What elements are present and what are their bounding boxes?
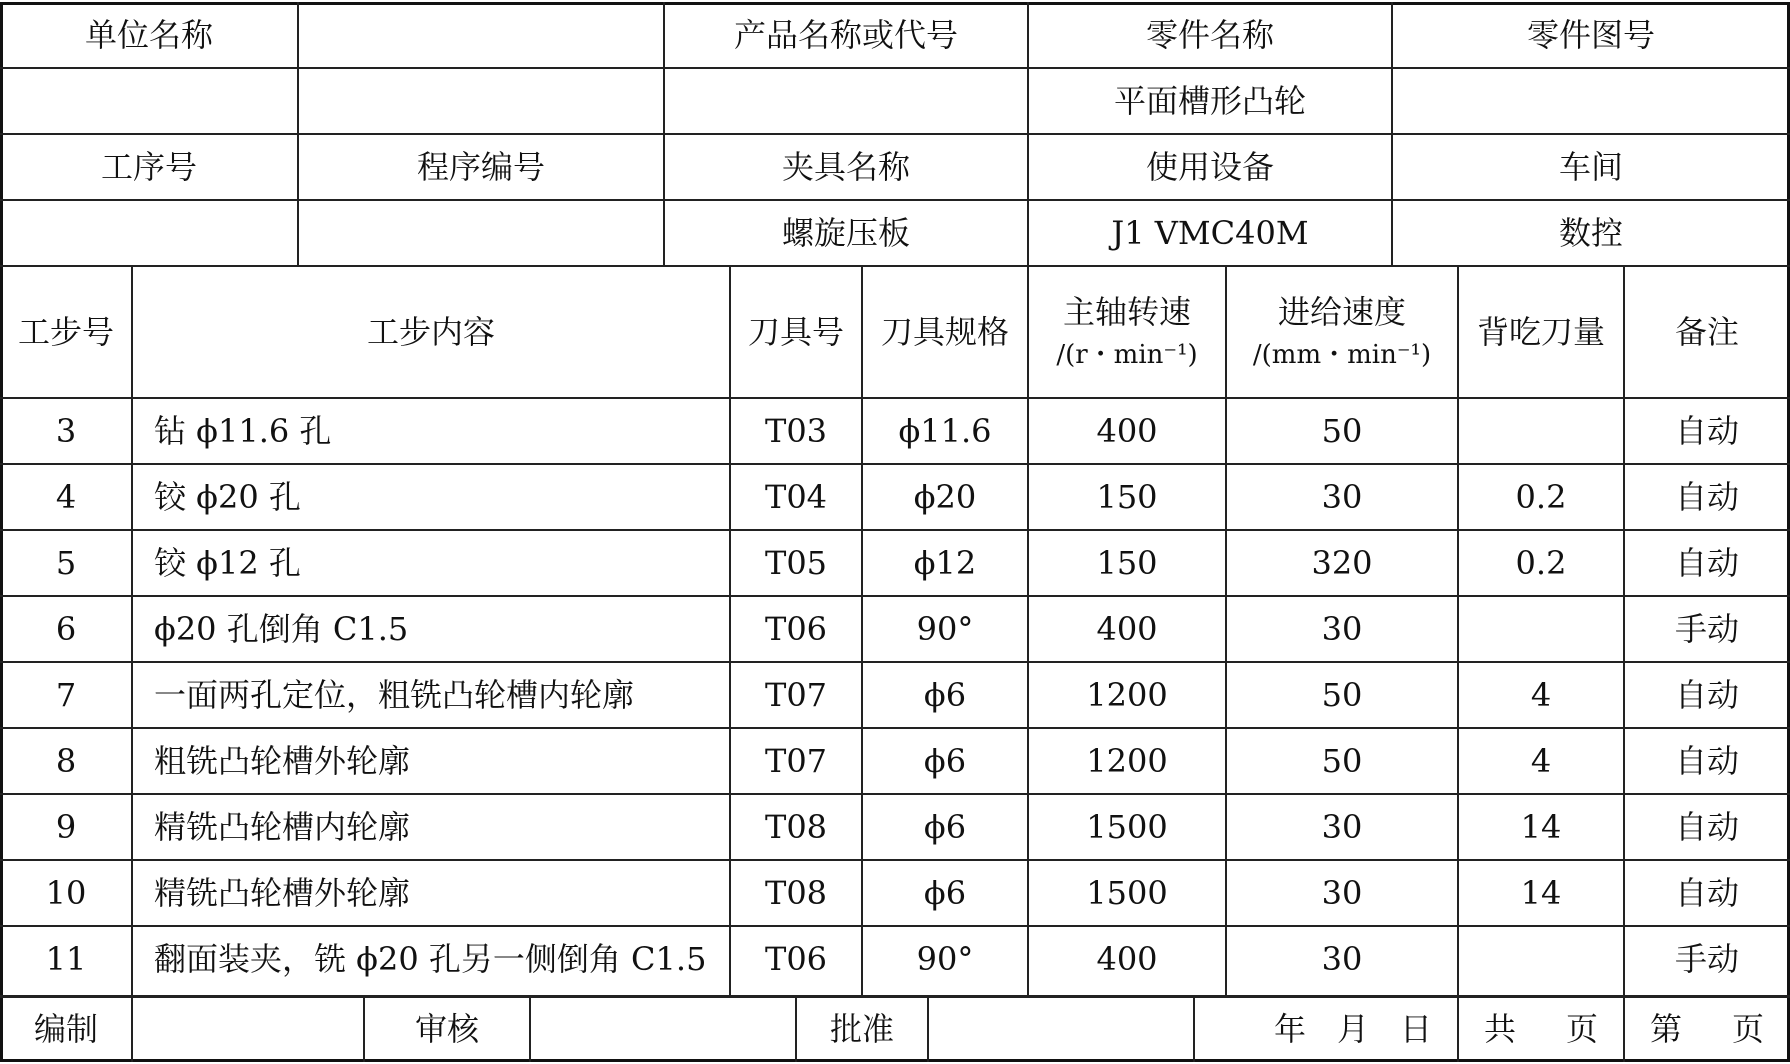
cell-tool-spec: ϕ6 (923, 675, 967, 714)
col-tool-spec: 刀具规格 (880, 312, 1009, 351)
grid-line (0, 133, 1790, 135)
workshop-value: 数控 (1558, 213, 1623, 252)
cell-depth-of-cut: 0.2 (1515, 543, 1567, 582)
cell-tool-spec: ϕ6 (923, 807, 967, 846)
grid-line (131, 266, 133, 1062)
product-code-value (664, 68, 1028, 134)
cell-step-no: 9 (55, 807, 77, 846)
cell-step-no: 8 (55, 741, 77, 780)
footer-approved-value (928, 996, 1194, 1062)
cell-tool-spec: ϕ20 (913, 477, 977, 516)
cell-step-no: 5 (55, 543, 77, 582)
unit-name-label: 单位名称 (84, 15, 213, 54)
cell-feed-rate: 320 (1311, 543, 1373, 582)
cell-feed-rate: 30 (1321, 477, 1363, 516)
cell-spindle-speed: 1200 (1086, 675, 1168, 714)
grid-line (297, 2, 299, 266)
grid-line (0, 529, 1790, 531)
cell-spindle-speed: 400 (1096, 939, 1158, 978)
grid-line (927, 996, 929, 1062)
col-content: 工步内容 (366, 312, 495, 351)
footer-page-no (1624, 996, 1790, 1062)
footer-page-label: 第 (1650, 1009, 1683, 1048)
cell-depth-of-cut: 4 (1530, 675, 1552, 714)
grid-line (663, 2, 665, 266)
grid-line (861, 266, 863, 996)
cell-tool-no: T05 (764, 543, 828, 582)
cell-tool-no: T07 (764, 675, 828, 714)
cell-depth-of-cut (1458, 398, 1624, 464)
grid-line (0, 859, 1790, 861)
cell-depth-of-cut (1458, 926, 1624, 992)
grid-line (0, 67, 1790, 69)
cell-content: 一面两孔定位，粗铣凸轮槽内轮廓 (154, 675, 635, 714)
grid-line (529, 996, 531, 1062)
grid-line (0, 925, 1790, 927)
grid-line (0, 595, 1790, 597)
grid-line (1027, 2, 1029, 266)
footer-page-suffix: 页 (1731, 1009, 1764, 1048)
cell-content: 精铣凸轮槽内轮廓 (154, 807, 411, 846)
cell-feed-rate: 50 (1321, 675, 1363, 714)
col-tool-no: 刀具号 (747, 312, 844, 351)
cell-content: 粗铣凸轮槽外轮廓 (154, 741, 411, 780)
col-depth-of-cut: 背吃刀量 (1476, 312, 1605, 351)
footer-total-label: 共 (1484, 1009, 1517, 1048)
cell-remarks: 自动 (1674, 543, 1739, 582)
operation-no-label: 工序号 (100, 147, 197, 186)
program-no-label: 程序编号 (416, 147, 545, 186)
cell-feed-rate: 30 (1321, 873, 1363, 912)
grid-line (0, 995, 1790, 998)
cell-step-no: 11 (45, 939, 87, 978)
part-drawing-no-label: 零件图号 (1526, 15, 1655, 54)
cell-tool-no: T06 (764, 939, 828, 978)
grid-line (0, 793, 1790, 795)
col-step-no: 工步号 (17, 312, 114, 351)
cell-remarks: 自动 (1674, 807, 1739, 846)
cell-remarks: 自动 (1674, 873, 1739, 912)
cell-tool-spec: ϕ12 (913, 543, 977, 582)
grid-line (1391, 2, 1393, 266)
unit-name-entry (0, 68, 298, 134)
col-spindle-speed-unit: /(r・min⁻¹) (1056, 339, 1198, 370)
part-name-value: 平面槽形凸轮 (1113, 81, 1306, 120)
cell-tool-no: T08 (764, 807, 828, 846)
cell-spindle-speed: 400 (1096, 411, 1158, 450)
cell-remarks: 手动 (1674, 939, 1739, 978)
col-feed-rate (1226, 266, 1458, 398)
cell-tool-spec: 90° (916, 609, 974, 648)
cell-feed-rate: 50 (1321, 741, 1363, 780)
cell-content: ϕ20 孔倒角 C1.5 (154, 609, 409, 648)
cell-spindle-speed: 1200 (1086, 741, 1168, 780)
equipment-label: 使用设备 (1145, 147, 1274, 186)
operation-no-value (0, 200, 298, 266)
unit-name-value (298, 2, 664, 68)
cell-content: 铰 ϕ12 孔 (154, 543, 301, 582)
cell-step-no: 4 (55, 477, 77, 516)
cell-step-no: 10 (45, 873, 87, 912)
grid-line (0, 397, 1790, 399)
footer-day: 日 (1399, 1009, 1432, 1048)
footer-month: 月 (1336, 1009, 1369, 1048)
cell-spindle-speed: 1500 (1086, 807, 1168, 846)
cell-depth-of-cut: 14 (1520, 807, 1562, 846)
col-spindle-speed-title: 主轴转速 (1062, 293, 1191, 332)
grid-line (795, 996, 797, 1062)
blank-entry (298, 68, 664, 134)
cell-remarks: 自动 (1674, 741, 1739, 780)
col-feed-rate-unit: /(mm・min⁻¹) (1252, 339, 1432, 370)
grid-line (0, 463, 1790, 465)
part-drawing-no-value (1392, 68, 1790, 134)
grid-line (0, 661, 1790, 663)
cell-spindle-speed: 400 (1096, 609, 1158, 648)
cell-tool-spec: ϕ6 (923, 873, 967, 912)
workshop-label: 车间 (1558, 147, 1623, 186)
cell-remarks: 自动 (1674, 675, 1739, 714)
footer-total-pages (1458, 996, 1624, 1062)
cell-spindle-speed: 150 (1096, 477, 1158, 516)
col-remarks: 备注 (1674, 312, 1739, 351)
program-no-value (298, 200, 664, 266)
cell-feed-rate: 30 (1321, 939, 1363, 978)
grid-line (0, 199, 1790, 201)
grid-line (1225, 266, 1227, 996)
cell-step-no: 7 (55, 675, 77, 714)
cell-remarks: 自动 (1674, 411, 1739, 450)
grid-line (1193, 996, 1195, 1062)
footer-reviewed-label: 审核 (414, 1009, 479, 1048)
cell-tool-spec: 90° (916, 939, 974, 978)
footer-compiled-label: 编制 (33, 1009, 98, 1048)
cell-depth-of-cut (1458, 596, 1624, 662)
cell-content: 精铣凸轮槽外轮廓 (154, 873, 411, 912)
cell-tool-no: T08 (764, 873, 828, 912)
cell-tool-no: T07 (764, 741, 828, 780)
cell-content: 铰 ϕ20 孔 (154, 477, 301, 516)
grid-line (0, 727, 1790, 729)
footer-total-suffix: 页 (1565, 1009, 1598, 1048)
grid-line (1027, 266, 1029, 996)
cell-tool-no: T04 (764, 477, 828, 516)
cell-depth-of-cut: 0.2 (1515, 477, 1567, 516)
grid-line (0, 265, 1790, 267)
cell-feed-rate: 30 (1321, 609, 1363, 648)
cell-step-no: 3 (55, 411, 77, 450)
cell-remarks: 手动 (1674, 609, 1739, 648)
footer-compiled-value (132, 996, 364, 1062)
cell-content: 翻面装夹，铣 ϕ20 孔另一侧倒角 C1.5 (154, 939, 707, 978)
cell-feed-rate: 30 (1321, 807, 1363, 846)
grid-line (1457, 266, 1459, 1062)
cell-spindle-speed: 150 (1096, 543, 1158, 582)
col-feed-rate-title: 进给速度 (1277, 293, 1406, 332)
cell-content: 钻 ϕ11.6 孔 (154, 411, 332, 450)
footer-approved-label: 批准 (829, 1009, 894, 1048)
cell-depth-of-cut: 4 (1530, 741, 1552, 780)
equipment-value: J1 VMC40M (1111, 213, 1309, 252)
grid-line (1623, 266, 1625, 1062)
footer-reviewed-value (530, 996, 796, 1062)
product-code-label: 产品名称或代号 (733, 15, 958, 54)
cell-step-no: 6 (55, 609, 77, 648)
fixture-name-label: 夹具名称 (781, 147, 910, 186)
cell-tool-spec: ϕ6 (923, 741, 967, 780)
cell-depth-of-cut: 14 (1520, 873, 1562, 912)
col-spindle-speed (1028, 266, 1226, 398)
cell-tool-spec: ϕ11.6 (898, 411, 992, 450)
part-name-label: 零件名称 (1145, 15, 1274, 54)
grid-line (729, 266, 731, 996)
footer-date (1194, 996, 1458, 1062)
footer-year: 年 (1274, 1009, 1307, 1048)
cell-remarks: 自动 (1674, 477, 1739, 516)
fixture-name-value: 螺旋压板 (781, 213, 910, 252)
grid-line (363, 996, 365, 1062)
cell-spindle-speed: 1500 (1086, 873, 1168, 912)
cell-tool-no: T03 (764, 411, 828, 450)
cell-feed-rate: 50 (1321, 411, 1363, 450)
cell-tool-no: T06 (764, 609, 828, 648)
